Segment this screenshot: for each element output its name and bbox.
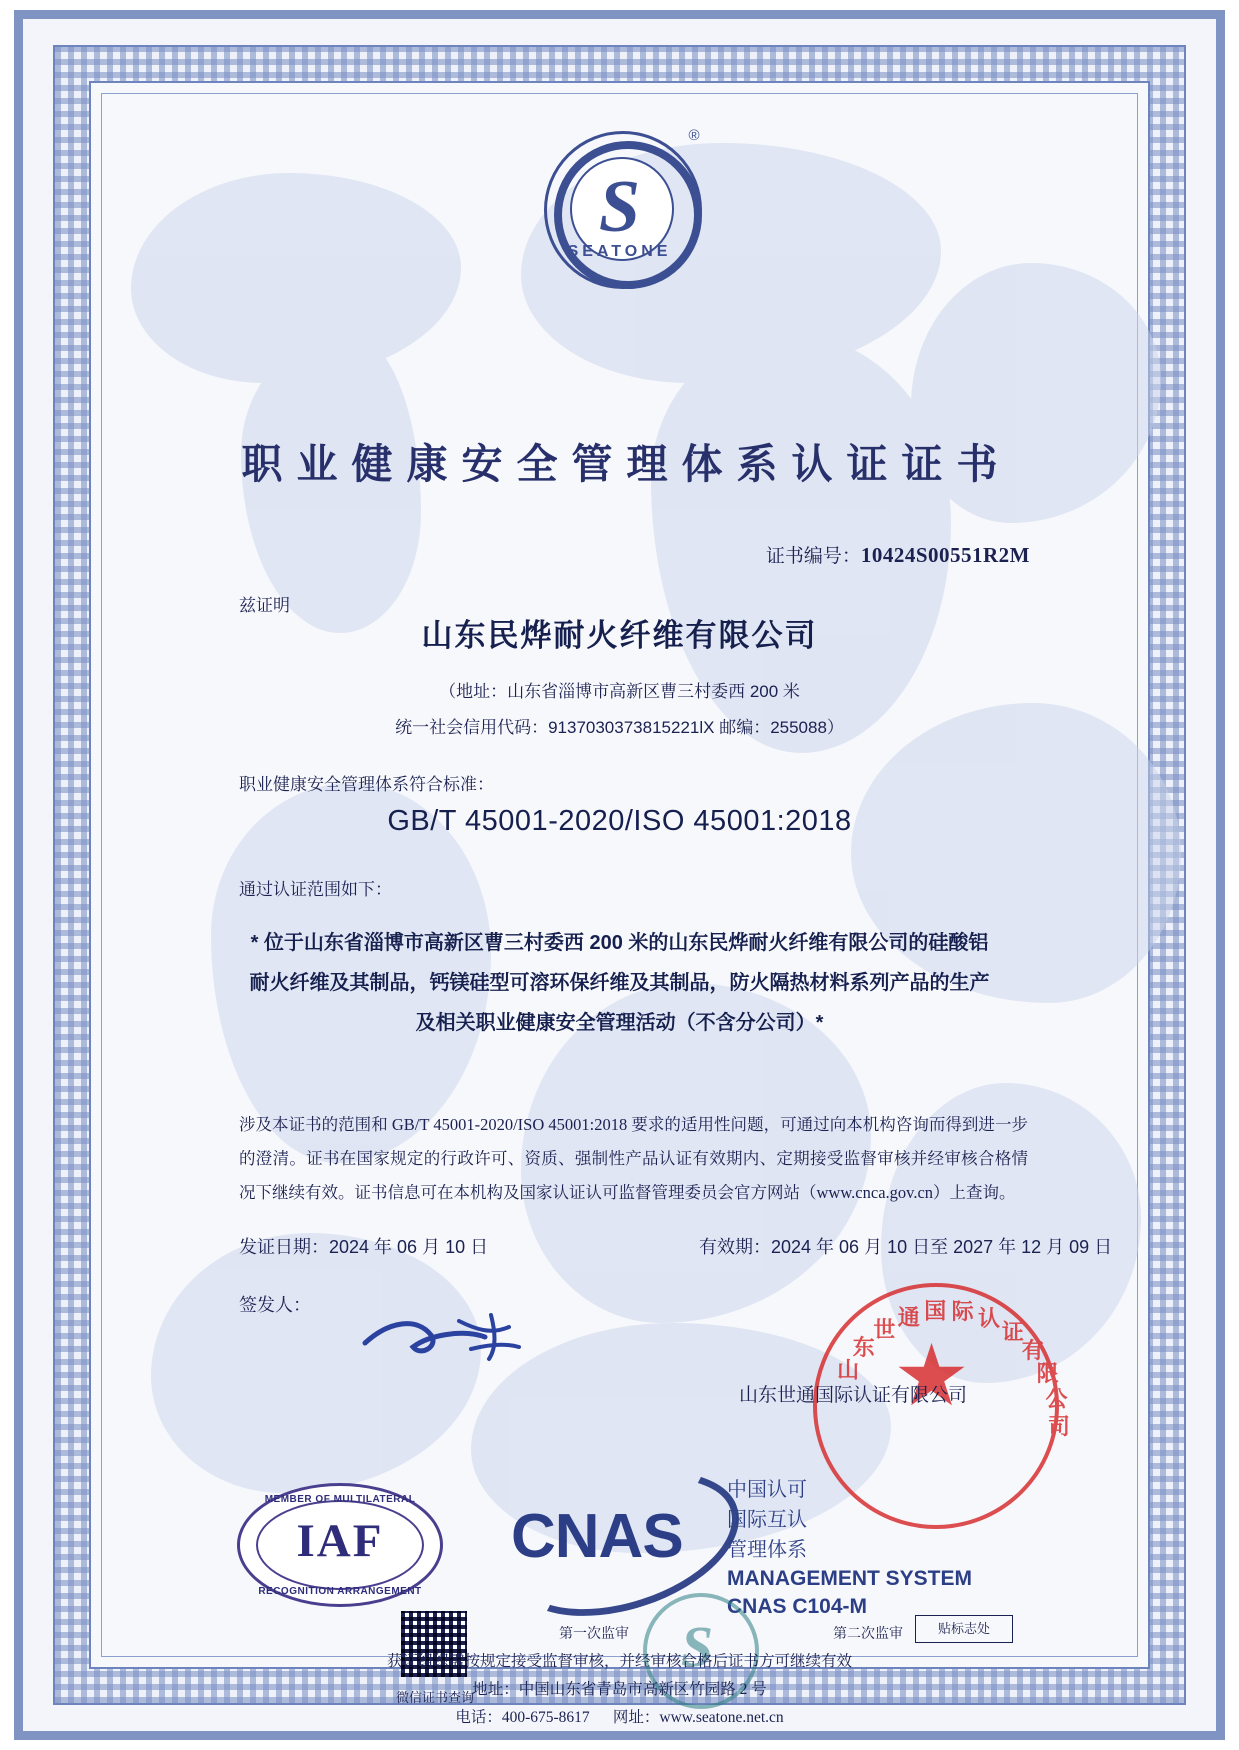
scope-label: 通过认证范围如下：: [239, 880, 392, 899]
cnas-line-1: 中国认可: [727, 1479, 807, 1501]
wechat-qr-label: 微信证书查询: [395, 1690, 474, 1705]
certificate-number: [766, 541, 1030, 568]
cnas-line-2: 国际互认: [727, 1509, 807, 1531]
standard-value: GB/T 45001-2020/ISO 45001:2018: [387, 805, 852, 837]
certificate-content: [91, 83, 1148, 1726]
registered-trademark-icon: ®: [688, 127, 700, 144]
page-title: 职业健康安全管理体系认证证书: [241, 441, 1012, 487]
iaf-logo: [237, 1483, 443, 1607]
certificate-inner-frame: [89, 81, 1150, 1726]
cnas-logo-text: CNAS: [511, 1502, 683, 1571]
bottom-watermark-letter: S: [680, 1614, 714, 1679]
certificate-number-label: 证书编号：: [765, 546, 861, 567]
certificate-outer-frame: [14, 10, 1225, 1740]
certificate-note: 涉及本证书的范围和 GB/T 45001-2020/ISO 45001:2018 要求的适用性问题，可通过向本机构咨询而得到进一步的澄清。证书在国家规定的行政许可、资质、强制性产品认证有效期内、定期接受监督审核并经审核合格情况下继续有效。证书信息可在本机构及国家认证认可监督管理委员会官方网站（www.cnca.gov.cn）上查询。: [239, 1115, 1028, 1202]
logo-letter-s: S: [598, 166, 641, 248]
logo-brand-text: SEATONE: [567, 243, 672, 260]
footer-address: 地址：中国山东省青岛市高新区竹园路 2 号: [472, 1681, 767, 1698]
footer-note: 获证组织需按规定接受监督审核，并经审核合格后证书方可继续有效: [386, 1653, 852, 1670]
signer-label: 签发人：: [239, 1295, 311, 1315]
issuer-name: 山东世通国际认证有限公司: [739, 1385, 968, 1406]
first-surveillance-label: 第一次监审: [559, 1625, 629, 1641]
seal-ring-text: 山 东 世 通 国 际 认 证 有 限 公 司: [837, 1298, 1070, 1439]
company-address: （地址：山东省淄博市高新区曹三村委西 200 米: [439, 682, 800, 701]
cnas-ms-label: MANAGEMENT SYSTEM: [727, 1567, 973, 1590]
cnas-management-system: [727, 1565, 972, 1621]
sticker-area-box: 贴标志处: [915, 1615, 1013, 1643]
validity-period: 有效期：2024 年 06 月 10 日至 2027 年 12 月 09 日: [699, 1237, 1113, 1257]
hereby-certify-label: 兹证明: [239, 596, 290, 615]
standard-label: 职业健康安全管理体系符合标准：: [239, 775, 494, 794]
cnas-line-3: 管理体系: [727, 1539, 807, 1561]
company-name: 山东民烨耐火纤维有限公司: [421, 618, 818, 653]
signature-image: [359, 1301, 539, 1371]
footer-contact: [91, 1705, 1148, 1727]
iaf-main-text: IAF: [296, 1515, 384, 1567]
second-surveillance-label: 第二次监审: [833, 1625, 903, 1641]
company-credit-code: 统一社会信用代码：9137030373815221lX 邮编：255088）: [395, 718, 844, 737]
footer-website: 网址：www.seatone.net.cn: [612, 1709, 784, 1726]
scope-text: * 位于山东省淄博市高新区曹三村委西 200 米的山东民烨耐火纤维有限公司的硅酸铝耐火纤维及其制品，钙镁硅型可溶环保纤维及其制品，防火隔热材料系列产品的生产及相关职业健康安全管理活动（不含分公司）*: [249, 932, 990, 1034]
footer-phone: 电话：400-675-8617: [455, 1709, 590, 1726]
certificate-number-value: 10424S00551R2M: [860, 543, 1030, 567]
iaf-top-text: MEMBER OF MULTILATERAL: [264, 1494, 416, 1505]
issue-date: 发证日期：2024 年 06 月 10 日: [239, 1237, 489, 1257]
seatone-logo: [530, 123, 710, 295]
iaf-bottom-text: RECOGNITION ARRANGEMENT: [258, 1586, 422, 1597]
cnas-chinese-lines: [727, 1475, 807, 1565]
cnas-code: CNAS C104-M: [727, 1595, 868, 1618]
